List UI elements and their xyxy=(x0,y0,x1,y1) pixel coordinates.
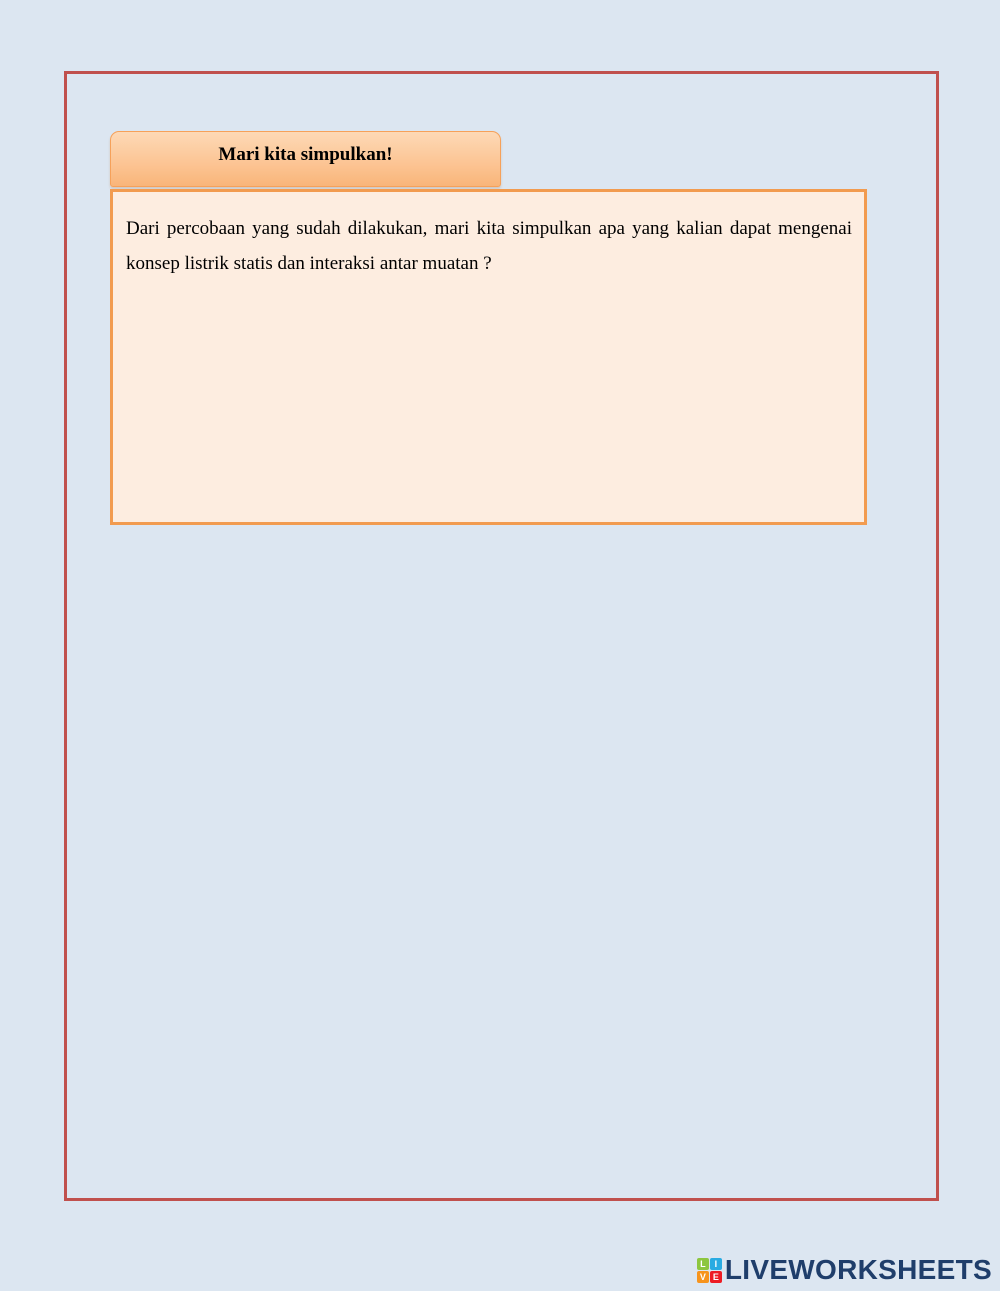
liveworksheets-logo-icon xyxy=(697,1258,722,1283)
logo-letter-v: V xyxy=(697,1271,709,1283)
prompt-text: Dari percobaan yang sudah dilakukan, mari kita simpulkan apa yang kalian dapat mengenai konsep listrik statis dan interaksi antar muatan ? xyxy=(126,218,852,274)
section-title: Mari kita simpulkan! xyxy=(218,144,393,165)
brand-name: LIVEWORKSHEETS xyxy=(724,1254,992,1285)
prompt-box xyxy=(110,189,867,525)
logo-letter-i: I xyxy=(710,1258,722,1270)
logo-letter-l: L xyxy=(697,1258,709,1270)
logo-letter-e: E xyxy=(710,1271,722,1283)
liveworksheets-brand xyxy=(697,1255,992,1285)
section-header-tab xyxy=(110,131,501,187)
